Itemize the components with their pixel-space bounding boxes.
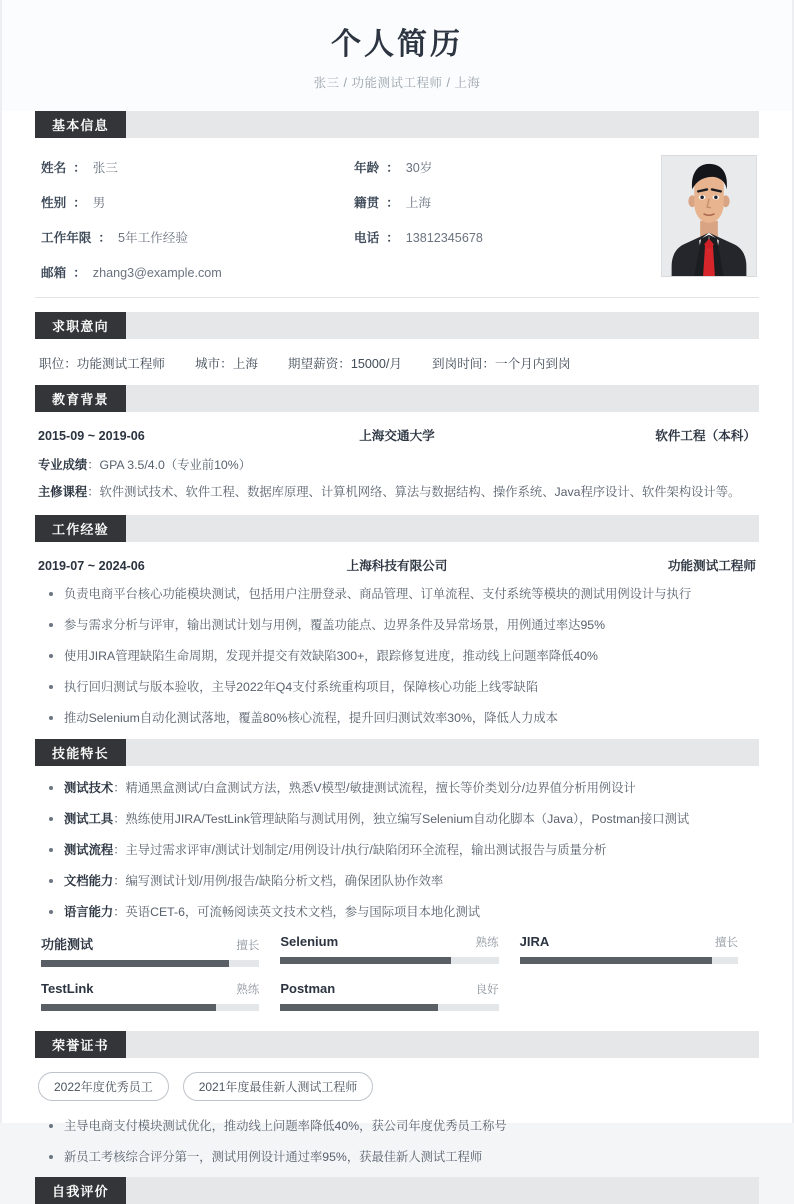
info-value-gender: 男: [92, 195, 106, 210]
skill-bar-item: [38, 934, 277, 981]
skill-bar-grid: [35, 930, 759, 1031]
skill-bar-item: [38, 981, 277, 1025]
skill-bar-level: 良好: [475, 984, 499, 996]
skill-item-label: 文档能力: [64, 873, 114, 888]
education-major: 软件工程（本科）: [655, 428, 756, 443]
skill-bar-name: TestLink: [41, 981, 94, 996]
education-school: 上海交通大学: [359, 428, 435, 443]
skill-item-label: 测试工具: [64, 811, 114, 826]
skill-item-text: ：编写测试计划/用例/报告/缺陷分析文档，确保团队协作效率: [113, 873, 444, 888]
skills-block: [35, 766, 759, 930]
info-row: [41, 157, 348, 176]
skill-bar-header: [41, 934, 259, 953]
section-header-self: [35, 1177, 759, 1204]
section-tab-basic: 基本信息: [35, 111, 126, 138]
skill-item-text: ：熟练使用JIRA/TestLink管理缺陷与测试用例，独立编写Selenium自动化脚本（Java），Postman接口测试: [113, 811, 690, 826]
info-value-email: zhang3@example.com: [92, 265, 222, 280]
education-courses-value: ：软件测试技术、软件工程、数据库原理、计算机网络、算法与数据结构、操作系统、Java程序设计、软件架构设计等。: [87, 485, 741, 500]
skill-bar-item: [277, 934, 516, 981]
skill-bar-level: 熟练: [475, 937, 499, 949]
skill-bar-track: [41, 960, 259, 967]
skill-bar-item: [277, 981, 516, 1025]
education-block: [35, 412, 759, 515]
intent-city: 城市：上海: [194, 356, 258, 371]
info-value-age: 30岁: [405, 160, 433, 175]
section-tab-skills: 技能特长: [35, 739, 126, 766]
info-row: [354, 227, 661, 246]
honors-block: [35, 1111, 759, 1177]
info-label: 电话: [354, 230, 380, 245]
info-colon: ：: [73, 160, 86, 175]
skill-bar-name: 功能测试: [41, 937, 94, 952]
info-label: 姓名: [41, 160, 67, 175]
skill-bar-level: 熟练: [236, 984, 260, 996]
work-entry-head: [38, 555, 756, 574]
skill-item-text: ：主导过需求评审/测试计划制定/用例设计/执行/缺陷闭环全流程，输出测试报告与质量分析: [113, 842, 607, 857]
list-item: [38, 903, 756, 922]
skill-bar-name: JIRA: [519, 934, 550, 949]
avatar: [661, 155, 757, 277]
list-item: 新员工考核综合评分第一，测试用例设计通过率95%，获最佳新人测试工程师: [38, 1148, 756, 1167]
info-value-experience: 5年工作经验: [117, 230, 188, 245]
skill-bar-track: [280, 1004, 498, 1011]
education-gpa-value: ：GPA 3.5/4.0（专业前10%）: [87, 457, 251, 472]
list-item: 推动Selenium自动化测试落地，覆盖80%核心流程，提升回归测试效率30%，降低人力成本: [38, 709, 756, 728]
skill-bar-item: [517, 934, 756, 981]
info-label: 工作年限: [41, 230, 92, 245]
skill-item-label: 测试流程: [64, 842, 114, 857]
basic-info-columns: [35, 155, 661, 281]
header-subtitle: 张三 / 功能测试工程师 / 上海: [313, 75, 481, 90]
info-row: [41, 262, 348, 281]
info-colon: ：: [73, 265, 86, 280]
info-label: 年龄: [354, 160, 380, 175]
skill-bar-header: [280, 981, 498, 997]
list-item: 负责电商平台核心功能模块测试，包括用户注册登录、商品管理、订单流程、支付系统等模块的测试用例设计与执行: [38, 585, 756, 604]
skill-bar-fill: [41, 1004, 216, 1011]
info-colon: ：: [386, 230, 399, 245]
work-company: 上海科技有限公司: [346, 558, 448, 573]
skill-item-text: ：精通黑盒测试/白盒测试方法，熟悉V模型/敏捷测试流程，擅长等价类划分/边界值分析用例设计: [113, 780, 636, 795]
education-entry-head: [38, 425, 756, 444]
info-label: 性别: [41, 195, 67, 210]
skill-bar-level: 擅长: [236, 940, 260, 952]
list-item: 主导电商支付模块测试优化，推动线上问题率降低40%，获公司年度优秀员工称号: [38, 1117, 756, 1136]
section-header-education: [35, 385, 759, 412]
work-period: 2019-07 ~ 2024-06: [38, 558, 145, 573]
resume-header: [2, 0, 792, 111]
list-item: 使用JIRA管理缺陷生命周期，发现并提交有效缺陷300+，跟踪修复进度，推动线上问题率降低40%: [38, 647, 756, 666]
section-header-basic: [35, 111, 759, 138]
skill-item-label: 语言能力: [64, 904, 114, 919]
info-row: [354, 157, 661, 176]
section-header-skills: [35, 739, 759, 766]
list-item: 执行回归测试与版本验收，主导2022年Q4支付系统重构项目，保障核心功能上线零缺陷: [38, 678, 756, 697]
status-badge: 2022年度优秀员工: [38, 1072, 169, 1101]
info-row: [354, 192, 661, 211]
info-value-name: 张三: [92, 160, 118, 175]
list-item: 参与需求分析与评审，输出测试计划与用例，覆盖功能点、边界条件及异常场景，用例通过率达95%: [38, 616, 756, 635]
skills-bullet-list: [38, 779, 756, 922]
honor-tag-row: [35, 1058, 759, 1111]
skill-bar-header: [520, 934, 738, 950]
section-tab-honors: 荣誉证书: [35, 1031, 126, 1058]
info-row: [41, 227, 348, 246]
work-bullet-list: [38, 585, 756, 728]
skill-bar-fill: [41, 960, 229, 967]
skill-bar-fill: [280, 957, 450, 964]
status-badge: 2021年度最佳新人测试工程师: [183, 1072, 374, 1101]
skill-bar-track: [280, 957, 498, 964]
intent-position: 职位：功能测试工程师: [39, 356, 165, 371]
skill-item-label: 测试技术: [64, 780, 114, 795]
education-courses-label: 主修课程: [38, 485, 88, 500]
job-intent-block: [35, 339, 759, 385]
info-colon: ：: [386, 160, 399, 175]
info-label: 邮箱: [41, 265, 67, 280]
info-value-hometown: 上海: [405, 195, 431, 210]
skill-bar-track: [41, 1004, 259, 1011]
basic-info-right-column: [348, 157, 661, 281]
education-gpa-line: [38, 455, 756, 477]
section-header-honors: [35, 1031, 759, 1058]
section-tab-self: 自我评价: [35, 1177, 126, 1204]
education-courses-line: [38, 482, 756, 504]
intent-salary: 期望薪资：15000/月: [287, 356, 402, 371]
skill-bar-item-empty: [517, 981, 756, 1025]
skill-bar-header: [41, 981, 259, 997]
skill-bar-header: [280, 934, 498, 950]
intent-availability: 到岗时间：一个月内到岗: [432, 356, 571, 371]
page-title: 个人简历: [331, 28, 463, 61]
section-header-intent: [35, 312, 759, 339]
skill-item-text: ：英语CET-6，可流畅阅读英文技术文档，参与国际项目本地化测试: [113, 904, 481, 919]
info-colon: ：: [98, 230, 111, 245]
work-role: 功能测试工程师: [667, 558, 756, 573]
list-item: [38, 779, 756, 798]
education-gpa-label: 专业成绩: [38, 457, 88, 472]
skill-bar-fill: [280, 1004, 437, 1011]
skill-bar-track: [520, 957, 738, 964]
education-period: 2015-09 ~ 2019-06: [38, 428, 145, 443]
info-value-phone: 13812345678: [405, 230, 483, 245]
info-label: 籍贯: [354, 195, 380, 210]
skill-bar-fill: [520, 957, 712, 964]
skill-bar-name: Selenium: [280, 934, 339, 949]
section-tab-education: 教育背景: [35, 385, 126, 412]
section-header-work: [35, 515, 759, 542]
work-block: [35, 542, 759, 739]
section-tab-intent: 求职意向: [35, 312, 126, 339]
skill-bar-name: Postman: [280, 981, 336, 996]
skill-bar-level: 擅长: [714, 937, 738, 949]
basic-info-block: [35, 138, 759, 298]
info-row: [41, 192, 348, 211]
basic-info-left-column: [35, 157, 348, 281]
list-item: [38, 872, 756, 891]
list-item: [38, 841, 756, 860]
list-item: [38, 810, 756, 829]
section-tab-work: 工作经验: [35, 515, 126, 542]
honors-bullet-list: [38, 1117, 756, 1167]
info-colon: ：: [73, 195, 86, 210]
info-colon: ：: [386, 195, 399, 210]
